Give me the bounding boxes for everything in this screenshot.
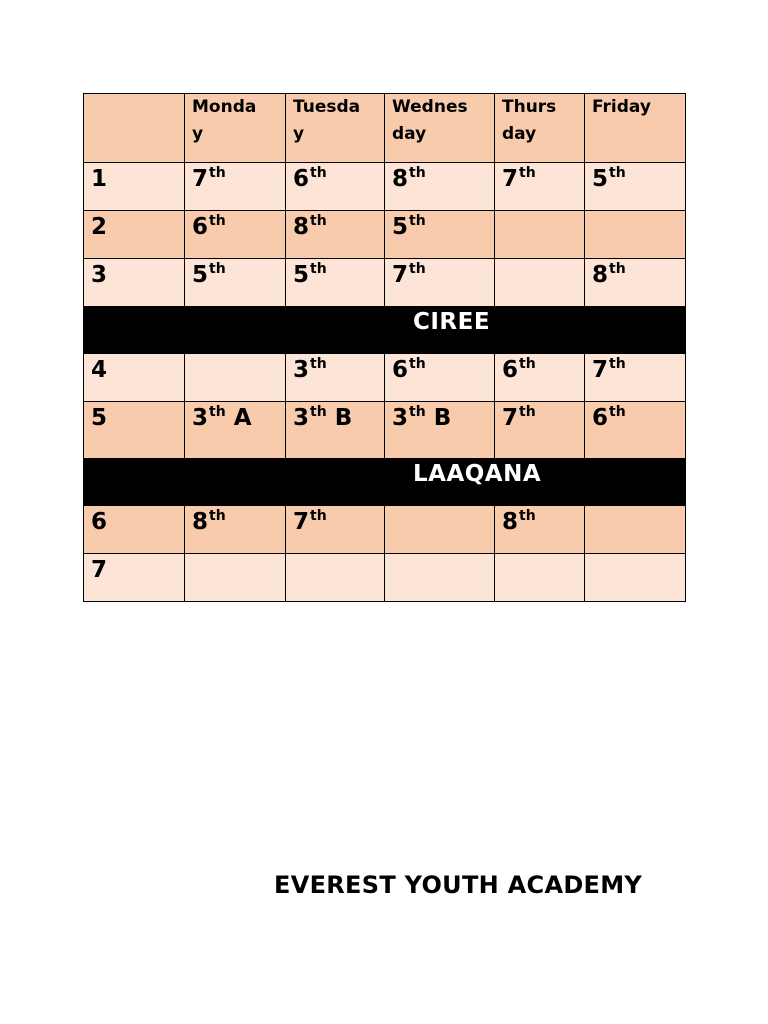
- grade-number: 7: [502, 166, 519, 192]
- grade-ordinal: th: [209, 165, 226, 181]
- grade-ordinal: th: [209, 213, 226, 229]
- header-tuesday: Tuesda y: [286, 94, 385, 163]
- grade-number: 7: [293, 509, 310, 535]
- grade-ordinal: th: [310, 404, 327, 420]
- period-row: [84, 259, 686, 307]
- grade-number: 8: [293, 214, 310, 240]
- class-cell-monday: [185, 354, 286, 402]
- grade-number: 8: [502, 509, 519, 535]
- grade-ordinal: th: [519, 165, 536, 181]
- grade-number: 7: [392, 262, 409, 288]
- grade-number: 6: [192, 214, 209, 240]
- grade-number: 5: [392, 214, 409, 240]
- grade-number: 7: [592, 357, 609, 383]
- grade-number: 3: [192, 405, 209, 431]
- class-cell-friday: [585, 354, 686, 402]
- class-cell-friday: [585, 554, 686, 602]
- period-row: [84, 506, 686, 554]
- class-cell-thursday: [495, 354, 585, 402]
- grade-ordinal: th: [519, 404, 536, 420]
- class-cell-friday: [585, 259, 686, 307]
- class-cell-friday: [585, 402, 686, 459]
- school-name: EVEREST YOUTH ACADEMY: [274, 871, 643, 899]
- class-cell-tuesday: [286, 163, 385, 211]
- grade-ordinal: th: [609, 261, 626, 277]
- grade-ordinal: th: [310, 261, 327, 277]
- period-row: [84, 402, 686, 459]
- grade-number: 6: [392, 357, 409, 383]
- grade-ordinal: th: [310, 508, 327, 524]
- break-label: CIREE: [413, 309, 491, 335]
- class-cell-tuesday: [286, 259, 385, 307]
- period-row: [84, 211, 686, 259]
- grade-section: A: [225, 405, 252, 431]
- grade-ordinal: th: [519, 356, 536, 372]
- class-cell-friday: [585, 211, 686, 259]
- break-cell: [84, 459, 686, 506]
- header-monday: Monda y: [185, 94, 286, 163]
- grade-number: 8: [592, 262, 609, 288]
- period-number: 2: [84, 211, 185, 259]
- grade-number: 7: [192, 166, 209, 192]
- header-row: [84, 94, 686, 163]
- period-row: [84, 354, 686, 402]
- grade-ordinal: th: [409, 261, 426, 277]
- grade-number: 3: [392, 405, 409, 431]
- timetable-body: [84, 94, 686, 602]
- period-number: 4: [84, 354, 185, 402]
- class-cell-monday: [185, 211, 286, 259]
- grade-ordinal: th: [409, 404, 426, 420]
- grade-ordinal: th: [209, 508, 226, 524]
- grade-number: 5: [592, 166, 609, 192]
- grade-number: 6: [293, 166, 310, 192]
- class-cell-thursday: [495, 259, 585, 307]
- grade-number: 5: [192, 262, 209, 288]
- class-cell-wednesday: [385, 506, 495, 554]
- grade-section: B: [326, 405, 353, 431]
- class-cell-tuesday: [286, 211, 385, 259]
- break-label: LAAQANA: [413, 461, 542, 487]
- period-number: 1: [84, 163, 185, 211]
- class-cell-thursday: [495, 163, 585, 211]
- grade-ordinal: th: [409, 165, 426, 181]
- period-row: [84, 554, 686, 602]
- grade-number: 8: [192, 509, 209, 535]
- period-number: 7: [84, 554, 185, 602]
- class-cell-friday: [585, 506, 686, 554]
- class-timetable: [83, 93, 686, 602]
- header-corner-cell: [84, 94, 185, 163]
- grade-ordinal: th: [609, 165, 626, 181]
- class-cell-wednesday: [385, 211, 495, 259]
- class-cell-thursday: [495, 402, 585, 459]
- class-cell-wednesday: [385, 354, 495, 402]
- grade-ordinal: th: [209, 261, 226, 277]
- grade-section: B: [425, 405, 452, 431]
- class-cell-tuesday: [286, 402, 385, 459]
- class-cell-wednesday: [385, 163, 495, 211]
- grade-ordinal: th: [519, 508, 536, 524]
- class-cell-monday: [185, 402, 286, 459]
- grade-number: 8: [392, 166, 409, 192]
- header-wednesday: Wednes day: [385, 94, 495, 163]
- period-number: 6: [84, 506, 185, 554]
- grade-ordinal: th: [409, 356, 426, 372]
- class-cell-monday: [185, 163, 286, 211]
- grade-number: 7: [502, 405, 519, 431]
- class-cell-thursday: [495, 211, 585, 259]
- class-cell-tuesday: [286, 554, 385, 602]
- header-friday: Friday: [585, 94, 686, 163]
- grade-number: 5: [293, 262, 310, 288]
- period-number: 5: [84, 402, 185, 459]
- class-cell-tuesday: [286, 354, 385, 402]
- grade-ordinal: th: [310, 165, 327, 181]
- grade-number: 3: [293, 357, 310, 383]
- period-number: 3: [84, 259, 185, 307]
- class-cell-wednesday: [385, 402, 495, 459]
- break-row: [84, 307, 686, 354]
- grade-ordinal: th: [609, 356, 626, 372]
- grade-ordinal: th: [209, 404, 226, 420]
- class-cell-monday: [185, 506, 286, 554]
- class-cell-monday: [185, 259, 286, 307]
- grade-ordinal: th: [310, 356, 327, 372]
- class-cell-tuesday: [286, 506, 385, 554]
- class-cell-wednesday: [385, 554, 495, 602]
- class-cell-monday: [185, 554, 286, 602]
- grade-ordinal: th: [409, 213, 426, 229]
- class-cell-wednesday: [385, 259, 495, 307]
- grade-number: 6: [502, 357, 519, 383]
- break-row: [84, 459, 686, 506]
- period-row: [84, 163, 686, 211]
- class-cell-friday: [585, 163, 686, 211]
- header-thursday: Thurs day: [495, 94, 585, 163]
- grade-number: 6: [592, 405, 609, 431]
- break-cell: [84, 307, 686, 354]
- class-cell-thursday: [495, 506, 585, 554]
- grade-ordinal: th: [609, 404, 626, 420]
- grade-number: 3: [293, 405, 310, 431]
- class-cell-thursday: [495, 554, 585, 602]
- grade-ordinal: th: [310, 213, 327, 229]
